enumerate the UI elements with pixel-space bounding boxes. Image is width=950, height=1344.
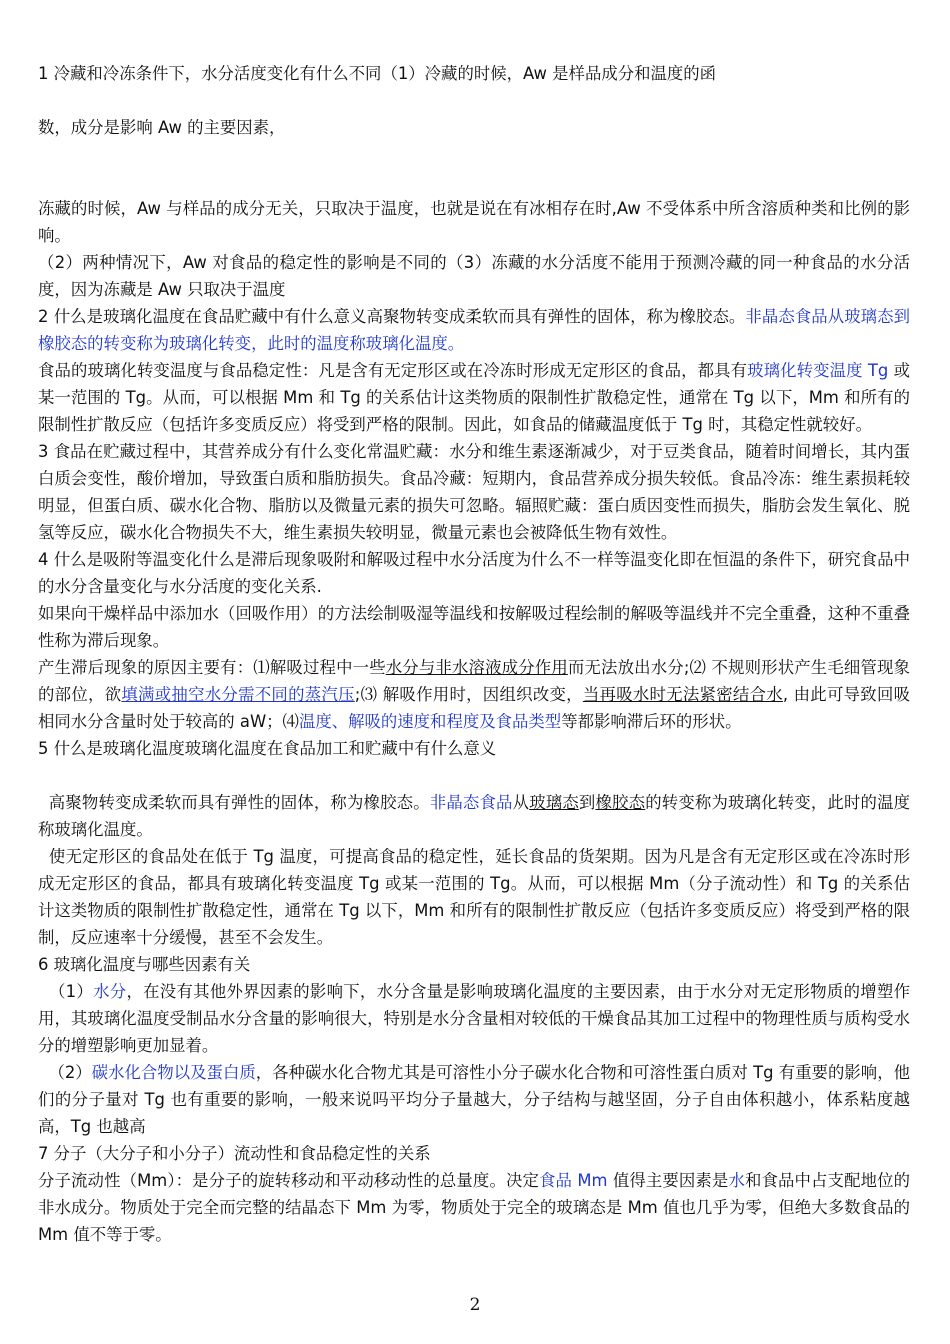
q2-highlight-tg: 玻璃化转变温度 Tg [747, 361, 889, 380]
page-number: 2 [469, 1295, 481, 1315]
q4-text-4: , 由此可导致回吸相同水分含量时处于较高的 aW；⑷ [38, 685, 911, 731]
document-body [38, 60, 910, 1248]
q5-text-1: 高聚物转变成柔软而具有弹性的固体，称为橡胶态。 [38, 793, 430, 812]
q2-paragraph-2 [38, 357, 910, 438]
q1-frozen-text: 冻藏的时候，Aw 与样品的成分无关，只取决于温度，也就是说在有冰相存在时,Aw 不受体系中所含溶质种类和比例的影响。 [38, 199, 910, 245]
q6-paragraph-2 [38, 1059, 910, 1140]
q7-text-3: 和食品中占支配地位的非水成分。物质处于完全而完整的结晶态下 Mm 为零，物质处于完全的玻璃态是 Mm 值也几乎为零，但绝大多数食品的 Mm 值不等于零。 [38, 1171, 911, 1244]
q4-paragraph-2 [38, 600, 910, 654]
q5-underline-1: 玻璃态 [529, 793, 579, 812]
q1-paragraph-2-text: （2）两种情况下，Aw 对食品的稳定性的影响是不同的（3）冻藏的水分活度不能用于预测冷藏的同一种食品的水分活度，因为冻藏是 Aw 只取决于温度 [38, 253, 910, 299]
q1-continuation-text: 数，成分是影响 Aw 的主要因素， [38, 118, 286, 137]
q6-paragraph-1 [38, 978, 910, 1059]
q2-text-1: 食品的玻璃化转变温度与食品稳定性：凡是含有无定形区或在冷冻时形成无定形区的食品，都具有 [38, 361, 748, 380]
q6-title-text: 6 玻璃化温度与哪些因素有关 [38, 955, 251, 974]
q7-title-text: 7 分子（大分子和小分子）流动性和食品稳定性的关系 [38, 1144, 431, 1163]
q5-paragraph-1 [38, 789, 910, 843]
q5-underline-2: 橡胶态 [595, 793, 646, 812]
q4-text-5: 等都影响滞后环的形状。 [561, 712, 742, 731]
q4-paragraph-1 [38, 546, 910, 600]
q2-paragraph-1 [38, 303, 910, 357]
q3-text: 3 食品在贮藏过程中，其营养成分有什么变化常温贮藏：水分和维生素逐渐减少，对于豆类食品，随着时间增长，其内蛋白质会变性，酸价增加，导致蛋白质和脂肪损失。食品冷藏：短期内，食品营养成分损失较低。食品冷冻：维生素损耗较明显，但蛋白质、碳水化合物、脂肪以及微量元素的损失可忽略。辐照贮藏：蛋白质因变性而损失，脂肪会发生氧化、脱氢等反应，碳水化合物损失不大，维生素损失较明显，微量元素也会被降低生物有效性。 [38, 442, 910, 542]
q4-underline-2: 当再吸水时无法紧密结合水 [582, 685, 783, 704]
blank-line [38, 762, 910, 789]
q5-title-text: 5 什么是玻璃化温度玻璃化温度在食品加工和贮藏中有什么意义 [38, 739, 497, 758]
q4-text-3: ;⑶ 解吸作用时，因组织改变， [354, 685, 583, 704]
q2-text-2: 或某一范围的 Tg。从而，可以根据 Mm 和 Tg 的关系估计这类物质的限制性扩散稳定性，通常在 Tg 以下，Mm 和所有的限制性扩散反应（包括许多变质反应）将受到严格的限制。因此，如食品的储藏温度低于 Tg 时，其稳定性就较好。 [38, 361, 910, 434]
q4-underline-1: 水分与非水溶液成分作用 [385, 658, 568, 677]
q6-highlight-1: 水分 [93, 982, 127, 1001]
q7-highlight-1: 食品 Mm [539, 1171, 608, 1190]
q7-text-2: 值得主要因素是 [607, 1171, 729, 1190]
q5-paragraph-2 [38, 843, 910, 951]
q5-text-3: 到 [578, 793, 596, 812]
q4-paragraph-3 [38, 654, 910, 735]
q5-text-4: 的转变称为玻璃化转变，此时的温度称玻璃化温度。 [38, 793, 911, 839]
q1-title-line [38, 60, 910, 87]
q1-continuation [38, 114, 910, 141]
q4-highlight-1: 填满或抽空水分需不同的蒸汽压 [121, 685, 355, 704]
q4-hysteresis-text: 如果向干燥样品中添加水（回吸作用）的方法绘制吸湿等温线和按解吸过程绘制的解吸等温线并不完全重叠，这种不重叠性称为滞后现象。 [38, 604, 910, 650]
q1-paragraph-2 [38, 249, 910, 303]
q7-text-1: 分子流动性（Mm）：是分子的旋转移动和平动移动性的总量度。决定 [38, 1171, 539, 1190]
blank-line [38, 141, 910, 168]
q2-highlight-definition: 非晶态食品从玻璃态到橡胶态的转变称为玻璃化转变，此时的温度称玻璃化温度。 [38, 307, 910, 353]
q1-frozen-paragraph [38, 195, 910, 249]
q5-title [38, 735, 910, 762]
q6-text-2: ，在没有其他外界因素的影响下，水分含量是影响玻璃化温度的主要因素，由于水分对无定形物质的增塑作用，其玻璃化温度受制品水分含量的影响很大，特别是水分含量相对较低的干燥食品其加工过程中的物理性质与质构受水分的增塑影响更加显着。 [38, 982, 911, 1055]
q4-text-2: 而无法放出水分;⑵ 不规则形状产生毛细管现象的部位，欲 [38, 658, 910, 704]
q4-text-1: 产生滞后现象的原因主要有：⑴解吸过程中一些 [38, 658, 386, 677]
q7-paragraph [38, 1167, 910, 1248]
q6-text-3: （2） [38, 1063, 92, 1082]
q7-highlight-2: 水 [728, 1171, 745, 1190]
blank-line [38, 168, 910, 195]
q6-text-1: （1） [38, 982, 94, 1001]
q4-highlight-2: 温度、解吸的速度和程度及食品类型 [298, 712, 562, 731]
q2-question-text: 2 什么是玻璃化温度在食品贮藏中有什么意义高聚物转变成柔软而具有弹性的固体，称为橡胶态。 [38, 307, 746, 326]
q5-highlight: 非晶态食品 [429, 793, 513, 812]
q1-title-text: 1 冷藏和冷冻条件下，水分活度变化有什么不同（1）冷藏的时候，Aw 是样品成分和温度的函 [38, 64, 717, 83]
blank-line [38, 87, 910, 114]
q5-text-5: 使无定形区的食品处在低于 Tg 温度，可提高食品的稳定性，延长食品的货架期。因为凡是含有无定形区或在冷冻时形成无定形区的食品，都具有玻璃化转变温度 Tg 或某一范围的 Tg。从而，可以根据 Mm（分子流动性）和 Tg 的关系估计这类物质的限制性扩散稳定性，通常在 Tg 以下，Mm 和所有的限制性扩散反应（包括许多变质反应）将受到严格的限制，反应速率十分缓慢，甚至不会发生。 [38, 847, 910, 947]
q7-title [38, 1140, 910, 1167]
q4-question-text: 4 什么是吸附等温变化什么是滞后现象吸附和解吸过程中水分活度为什么不一样等温变化即在恒温的条件下，研究食品中的水分含量变化与水分活度的变化关系. [38, 550, 910, 596]
q6-text-4: ，各种碳水化合物尤其是可溶性小分子碳水化合物和可溶性蛋白质对 Tg 有重要的影响，他们的分子量对 Tg 也有重要的影响，一般来说吗平均分子量越大，分子结构与越坚固，分子自由体积越小，体系粘度越高，Tg 也越高 [38, 1063, 911, 1136]
q5-text-2: 从 [512, 793, 530, 812]
q6-highlight-2: 碳水化合物以及蛋白质 [91, 1063, 256, 1082]
q6-title [38, 951, 910, 978]
q3-paragraph [38, 438, 910, 546]
